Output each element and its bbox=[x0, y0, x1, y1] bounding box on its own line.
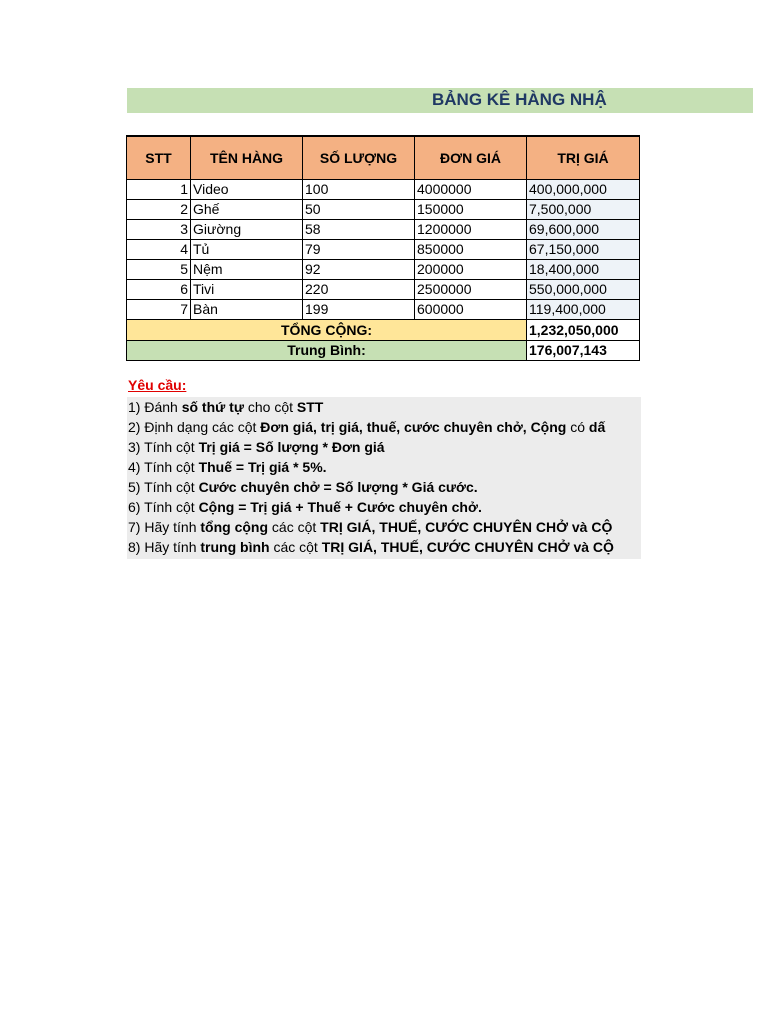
cell-qty[interactable]: 50 bbox=[303, 200, 415, 220]
cell-qty[interactable]: 92 bbox=[303, 260, 415, 280]
total-row bbox=[127, 320, 640, 341]
requirement-text: 3) Tính cột bbox=[128, 439, 199, 455]
requirement-line bbox=[128, 497, 482, 517]
requirement-text: STT bbox=[296, 399, 324, 415]
requirement-text: cho cột bbox=[243, 399, 297, 415]
cell-stt[interactable]: 4 bbox=[127, 240, 191, 260]
requirement-text: TRỊ GIÁ, THUẾ, CƯỚC CHUYÊN CHỞ và CỘ bbox=[320, 519, 613, 535]
cell-price[interactable]: 150000 bbox=[415, 200, 527, 220]
table-row bbox=[127, 260, 640, 280]
cell-value[interactable]: 18,400,000 bbox=[527, 260, 640, 280]
cell-stt[interactable]: 7 bbox=[127, 300, 191, 320]
cell-stt[interactable]: 5 bbox=[127, 260, 191, 280]
requirement-text: Đơn giá, trị giá, thuế, cước chuyên chở, Cộng bbox=[260, 419, 567, 435]
requirement-text: các cột bbox=[269, 539, 322, 555]
table-row bbox=[127, 200, 640, 220]
cell-name[interactable]: Nệm bbox=[191, 260, 303, 280]
cell-qty[interactable]: 58 bbox=[303, 220, 415, 240]
requirement-text: 4) Tính cột bbox=[128, 459, 199, 475]
cell-qty[interactable]: 79 bbox=[303, 240, 415, 260]
table-body bbox=[127, 180, 640, 320]
average-value[interactable]: 176,007,143 bbox=[527, 341, 640, 361]
cell-name[interactable]: Ghế bbox=[191, 200, 303, 220]
cell-price[interactable]: 600000 bbox=[415, 300, 527, 320]
total-label[interactable]: TỔNG CỘNG: bbox=[127, 320, 527, 341]
requirement-text: Cước chuyên chở = Số lượng * Giá cước. bbox=[198, 479, 478, 495]
table-row bbox=[127, 180, 640, 200]
cell-name[interactable]: Giường bbox=[191, 220, 303, 240]
requirement-line bbox=[128, 437, 385, 457]
cell-value[interactable]: 69,600,000 bbox=[527, 220, 640, 240]
cell-stt[interactable]: 1 bbox=[127, 180, 191, 200]
cell-value[interactable]: 119,400,000 bbox=[527, 300, 640, 320]
table-row bbox=[127, 220, 640, 240]
requirement-line bbox=[128, 397, 323, 417]
requirement-text: Thuế = Trị giá * 5%. bbox=[198, 459, 327, 475]
header-tri-gia[interactable]: TRỊ GIÁ bbox=[527, 136, 640, 180]
requirement-text: các cột bbox=[268, 519, 321, 535]
requirement-line bbox=[128, 457, 327, 477]
cell-price[interactable]: 1200000 bbox=[415, 220, 527, 240]
cell-price[interactable]: 4000000 bbox=[415, 180, 527, 200]
header-don-gia[interactable]: ĐƠN GIÁ bbox=[415, 136, 527, 180]
requirement-text: 1) Đánh bbox=[128, 399, 182, 415]
cell-qty[interactable]: 100 bbox=[303, 180, 415, 200]
cell-stt[interactable]: 2 bbox=[127, 200, 191, 220]
cell-value[interactable]: 67,150,000 bbox=[527, 240, 640, 260]
requirement-line bbox=[128, 417, 605, 437]
cell-name[interactable]: Tủ bbox=[191, 240, 303, 260]
requirement-text: tổng cộng bbox=[200, 519, 269, 535]
requirement-text: TRỊ GIÁ, THUẾ, CƯỚC CHUYÊN CHỞ và CỘ bbox=[321, 539, 614, 555]
header-ten-hang[interactable]: TÊN HÀNG bbox=[191, 136, 303, 180]
table-row bbox=[127, 240, 640, 260]
cell-name[interactable]: Bàn bbox=[191, 300, 303, 320]
requirements-list bbox=[127, 397, 641, 559]
cell-stt[interactable]: 3 bbox=[127, 220, 191, 240]
average-row bbox=[127, 341, 640, 361]
requirement-line bbox=[128, 537, 614, 557]
cell-name[interactable]: Video bbox=[191, 180, 303, 200]
requirement-text: trung bình bbox=[200, 539, 270, 555]
cell-price[interactable]: 2500000 bbox=[415, 280, 527, 300]
average-label[interactable]: Trung Bình: bbox=[127, 341, 527, 361]
requirement-text: 2) Định dạng các cột bbox=[128, 419, 261, 435]
cell-price[interactable]: 200000 bbox=[415, 260, 527, 280]
goods-table bbox=[126, 135, 640, 361]
requirement-text: 8) Hãy tính bbox=[128, 539, 201, 555]
total-value[interactable]: 1,232,050,000 bbox=[527, 320, 640, 341]
title-bar bbox=[127, 88, 753, 113]
requirement-text: 5) Tính cột bbox=[128, 479, 199, 495]
header-stt[interactable]: STT bbox=[127, 136, 191, 180]
cell-value[interactable]: 400,000,000 bbox=[527, 180, 640, 200]
table-header-row bbox=[127, 136, 640, 180]
sheet-title: BẢNG KÊ HÀNG NHẬ bbox=[432, 90, 607, 109]
requirement-line bbox=[128, 517, 612, 537]
cell-qty[interactable]: 199 bbox=[303, 300, 415, 320]
requirements-heading: Yêu cầu: bbox=[128, 377, 187, 393]
table-row bbox=[127, 300, 640, 320]
requirement-text: 6) Tính cột bbox=[128, 499, 199, 515]
cell-value[interactable]: 550,000,000 bbox=[527, 280, 640, 300]
requirement-text: dấ bbox=[588, 419, 606, 435]
requirement-text: số thứ tự bbox=[181, 399, 244, 415]
requirement-text: 7) Hãy tính bbox=[128, 519, 201, 535]
cell-name[interactable]: Tivi bbox=[191, 280, 303, 300]
cell-value[interactable]: 7,500,000 bbox=[527, 200, 640, 220]
table-row bbox=[127, 280, 640, 300]
requirement-line bbox=[128, 477, 478, 497]
requirement-text: có bbox=[566, 419, 589, 435]
requirement-text: Cộng = Trị giá + Thuế + Cước chuyên chở. bbox=[198, 499, 482, 515]
header-so-luong[interactable]: SỐ LƯỢNG bbox=[303, 136, 415, 180]
requirement-text: Trị giá = Số lượng * Đơn giá bbox=[198, 439, 385, 455]
cell-stt[interactable]: 6 bbox=[127, 280, 191, 300]
cell-qty[interactable]: 220 bbox=[303, 280, 415, 300]
cell-price[interactable]: 850000 bbox=[415, 240, 527, 260]
